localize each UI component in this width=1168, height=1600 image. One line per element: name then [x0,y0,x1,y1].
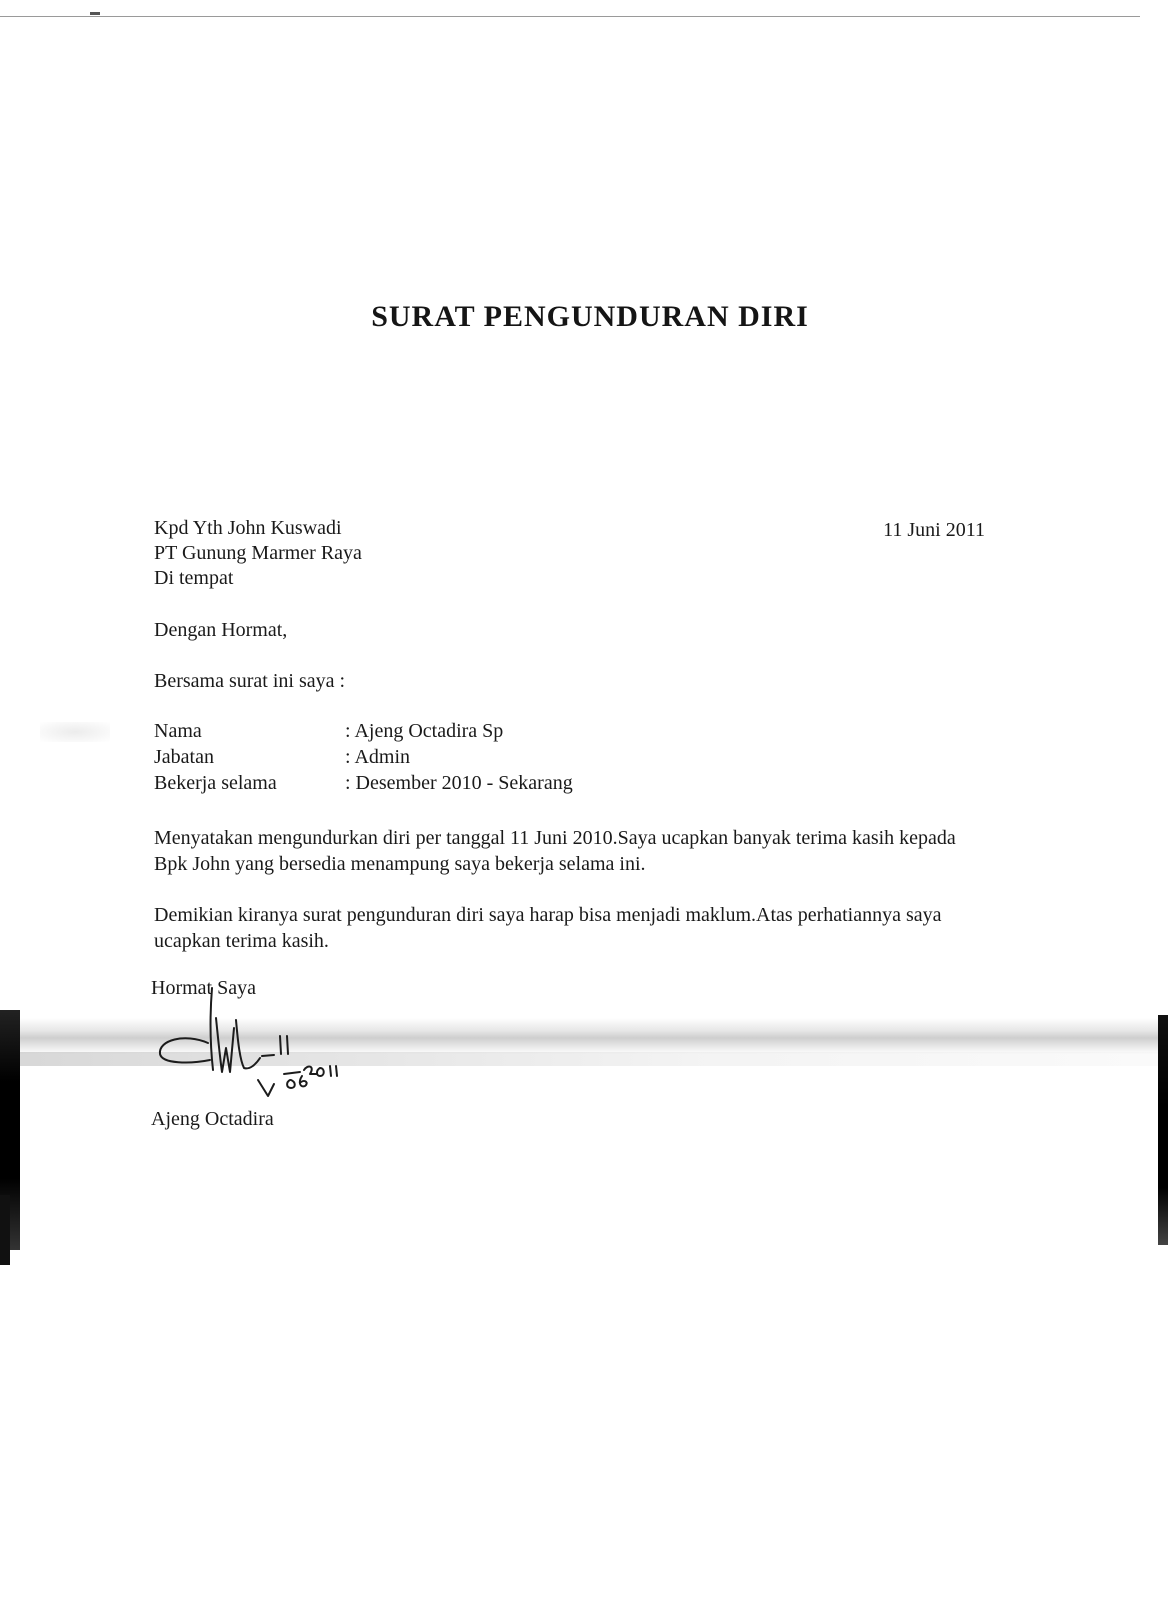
field-label: Jabatan [154,746,214,768]
letter-date: 11 Juni 2011 [883,519,985,541]
scan-top-mark [90,12,100,15]
field-value: : Desember 2010 - Sekarang [345,772,573,794]
signer-name: Ajeng Octadira [151,1108,274,1130]
letter-title: SURAT PENGUNDURAN DIRI [371,300,809,333]
intro-line: Bersama surat ini saya : [154,670,346,692]
recipient-line-place: Di tempat [154,567,234,589]
scan-smudge [40,722,110,742]
recipient-address [154,516,362,591]
closing-salutation: Hormat Saya [151,977,256,999]
scan-top-line [0,16,1140,17]
field-row-position [154,745,573,771]
handwritten-signature [150,988,390,1118]
body-paragraph-resignation: Menyatakan mengundurkan diri per tanggal 11 Juni 2010.Saya ucapkan banyak terima kasih kepada Bpk John yang bersedia menampung saya bekerja selama ini. [154,827,956,875]
field-label: Nama [154,720,202,742]
field-row-name [154,719,573,745]
recipient-line-name: Kpd Yth John Kuswadi [154,517,342,539]
field-value: : Admin [345,746,411,768]
field-label: Bekerja selama [154,772,277,794]
greeting: Dengan Hormat, [154,619,288,641]
field-row-tenure [154,771,573,797]
body-paragraph-closing: Demikian kiranya surat pengunduran diri saya harap bisa menjadi maklum.Atas perhatiannya saya ucapkan terima kasih. [154,904,942,952]
scan-left-edge-shadow-lower [0,1195,10,1265]
scan-right-edge-shadow [1158,1015,1168,1245]
employee-details [154,719,573,797]
recipient-line-company: PT Gunung Marmer Raya [154,542,362,564]
field-value: : Ajeng Octadira Sp [345,720,504,742]
